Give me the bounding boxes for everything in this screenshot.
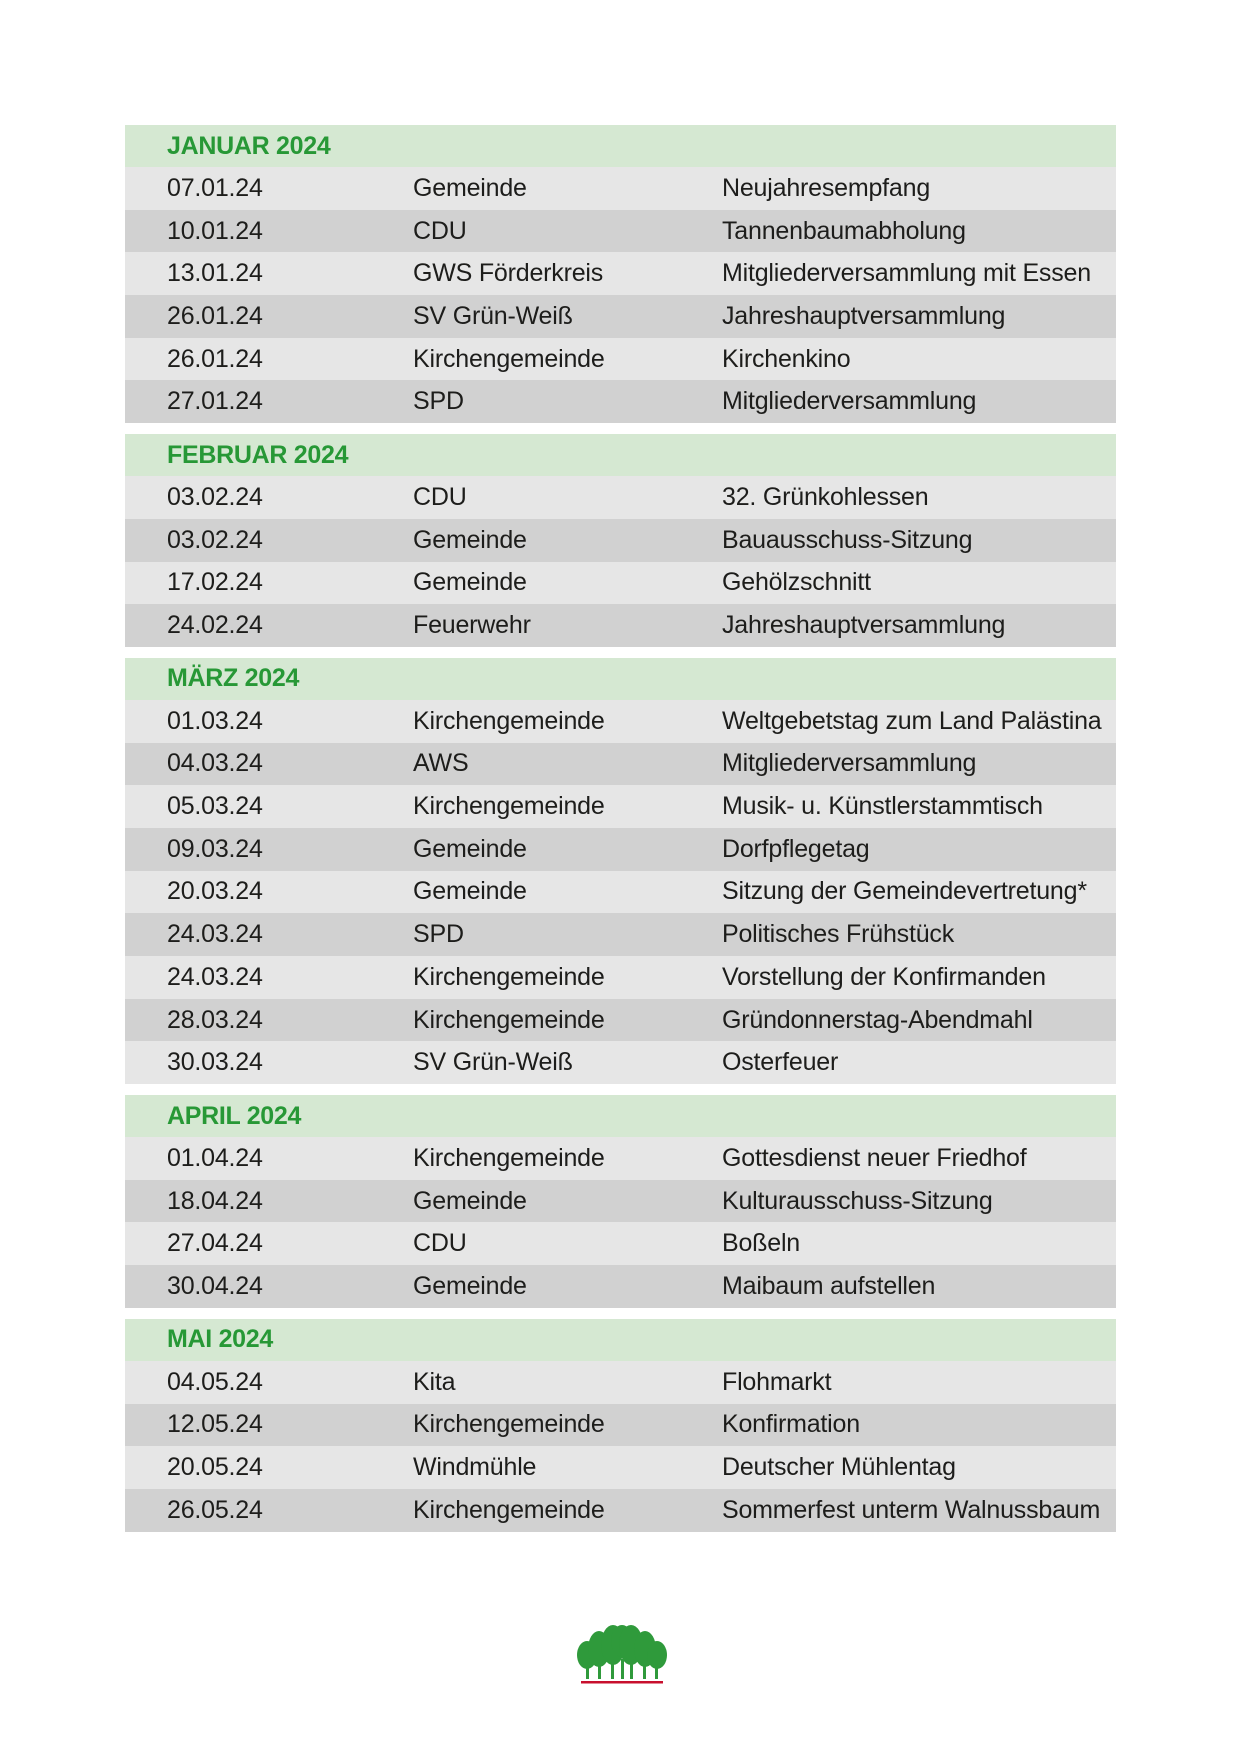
event-organizer: GWS Förderkreis (413, 259, 604, 288)
event-title: Vorstellung der Konfirmanden (722, 962, 1046, 991)
event-row (125, 1361, 1116, 1404)
event-title: Maibaum aufstellen (722, 1271, 936, 1300)
event-organizer: Kirchengemeinde (413, 792, 605, 821)
event-row (125, 210, 1116, 253)
event-title: Dorfpflegetag (722, 834, 870, 863)
event-organizer: Kirchengemeinde (413, 962, 605, 991)
event-date: 12.05.24 (167, 1410, 263, 1439)
event-title: Weltgebetstag zum Land Palästina (722, 706, 1102, 735)
event-date: 04.03.24 (167, 749, 263, 778)
event-organizer: Kirchengemeinde (413, 1495, 605, 1524)
event-organizer: Gemeinde (413, 525, 527, 554)
month-section (125, 434, 1116, 647)
event-title: Boßeln (722, 1229, 801, 1258)
event-organizer: Gemeinde (413, 1271, 527, 1300)
event-date: 28.03.24 (167, 1005, 263, 1034)
event-organizer: Kirchengemeinde (413, 344, 605, 373)
event-organizer: Gemeinde (413, 877, 527, 906)
event-row (125, 562, 1116, 605)
month-section (125, 1095, 1116, 1308)
event-title: Jahreshauptversammlung (722, 301, 1006, 330)
event-date: 26.05.24 (167, 1495, 263, 1524)
event-list (125, 167, 1116, 423)
event-organizer: Windmühle (413, 1453, 537, 1482)
event-calendar (125, 125, 1116, 1543)
event-organizer: Kirchengemeinde (413, 706, 605, 735)
event-organizer: Kirchengemeinde (413, 1005, 605, 1034)
event-title: Kirchenkino (722, 344, 851, 373)
event-organizer: SPD (413, 387, 464, 416)
event-organizer: Kita (413, 1367, 456, 1396)
event-organizer: SPD (413, 920, 464, 949)
event-date: 09.03.24 (167, 834, 263, 863)
event-organizer: CDU (413, 1229, 467, 1258)
event-organizer: CDU (413, 216, 467, 245)
event-date: 05.03.24 (167, 792, 263, 821)
event-title: Sommerfest unterm Walnussbaum (722, 1495, 1101, 1524)
event-row (125, 956, 1116, 999)
month-heading: MAI 2024 (125, 1319, 1116, 1361)
event-title: Kulturausschuss-Sitzung (722, 1186, 993, 1215)
event-title: Konfirmation (722, 1410, 860, 1439)
event-organizer: Feuerwehr (413, 611, 531, 640)
event-row (125, 338, 1116, 381)
event-date: 24.02.24 (167, 611, 263, 640)
event-row (125, 519, 1116, 562)
event-row (125, 785, 1116, 828)
event-date: 24.03.24 (167, 920, 263, 949)
event-row (125, 1041, 1116, 1084)
event-list (125, 700, 1116, 1084)
event-date: 27.04.24 (167, 1229, 263, 1258)
event-organizer: CDU (413, 482, 467, 511)
month-section (125, 1319, 1116, 1532)
event-date: 20.05.24 (167, 1453, 263, 1482)
event-date: 01.04.24 (167, 1143, 263, 1172)
event-title: Gehölzschnitt (722, 568, 871, 597)
event-date: 07.01.24 (167, 173, 263, 202)
event-date: 30.03.24 (167, 1048, 263, 1077)
event-row (125, 1180, 1116, 1223)
event-row (125, 1137, 1116, 1180)
event-row (125, 1404, 1116, 1447)
event-row (125, 913, 1116, 956)
event-organizer: Kirchengemeinde (413, 1410, 605, 1439)
event-title: Musik- u. Künstlerstammtisch (722, 792, 1043, 821)
event-organizer: Gemeinde (413, 1186, 527, 1215)
event-title: Deutscher Mühlentag (722, 1453, 956, 1482)
month-heading: APRIL 2024 (125, 1095, 1116, 1137)
event-row (125, 1489, 1116, 1532)
event-title: Sitzung der Gemeindevertretung* (722, 877, 1087, 906)
event-date: 04.05.24 (167, 1367, 263, 1396)
event-row (125, 295, 1116, 338)
event-row (125, 167, 1116, 210)
event-date: 30.04.24 (167, 1271, 263, 1300)
event-title: 32. Grünkohlessen (722, 482, 929, 511)
event-row (125, 380, 1116, 423)
event-date: 01.03.24 (167, 706, 263, 735)
event-row (125, 999, 1116, 1042)
event-row (125, 1265, 1116, 1308)
event-title: Bauausschuss-Sitzung (722, 525, 973, 554)
event-date: 26.01.24 (167, 344, 263, 373)
event-title: Mitgliederversammlung (722, 749, 977, 778)
event-date: 13.01.24 (167, 259, 263, 288)
event-row (125, 604, 1116, 647)
month-section (125, 658, 1116, 1084)
event-row (125, 828, 1116, 871)
event-list (125, 1361, 1116, 1532)
event-date: 27.01.24 (167, 387, 263, 416)
event-title: Gottesdienst neuer Friedhof (722, 1143, 1027, 1172)
month-heading: JANUAR 2024 (125, 125, 1116, 167)
event-list (125, 476, 1116, 647)
event-date: 26.01.24 (167, 301, 263, 330)
event-row (125, 252, 1116, 295)
event-title: Gründonnerstag-Abendmahl (722, 1005, 1033, 1034)
event-title: Tannenbaumabholung (722, 216, 966, 245)
event-date: 03.02.24 (167, 482, 263, 511)
event-organizer: SV Grün-Weiß (413, 301, 573, 330)
month-heading: FEBRUAR 2024 (125, 434, 1116, 476)
trees-logo-icon (575, 1625, 669, 1685)
event-organizer: Gemeinde (413, 173, 527, 202)
event-date: 17.02.24 (167, 568, 263, 597)
event-title: Neujahresempfang (722, 173, 931, 202)
event-row (125, 1222, 1116, 1265)
event-organizer: Gemeinde (413, 834, 527, 863)
event-date: 18.04.24 (167, 1186, 263, 1215)
event-list (125, 1137, 1116, 1308)
event-title: Jahreshauptversammlung (722, 611, 1006, 640)
event-organizer: AWS (413, 749, 469, 778)
event-row (125, 1446, 1116, 1489)
event-organizer: Gemeinde (413, 568, 527, 597)
event-row (125, 871, 1116, 914)
month-heading: MÄRZ 2024 (125, 658, 1116, 700)
event-title: Mitgliederversammlung mit Essen (722, 259, 1091, 288)
event-organizer: SV Grün-Weiß (413, 1048, 573, 1077)
month-section (125, 125, 1116, 423)
event-date: 03.02.24 (167, 525, 263, 554)
event-title: Mitgliederversammlung (722, 387, 977, 416)
event-organizer: Kirchengemeinde (413, 1143, 605, 1172)
event-title: Flohmarkt (722, 1367, 832, 1396)
event-title: Osterfeuer (722, 1048, 839, 1077)
event-row (125, 743, 1116, 786)
event-date: 24.03.24 (167, 962, 263, 991)
event-date: 20.03.24 (167, 877, 263, 906)
event-title: Politisches Frühstück (722, 920, 954, 949)
event-date: 10.01.24 (167, 216, 263, 245)
event-row (125, 700, 1116, 743)
event-row (125, 476, 1116, 519)
